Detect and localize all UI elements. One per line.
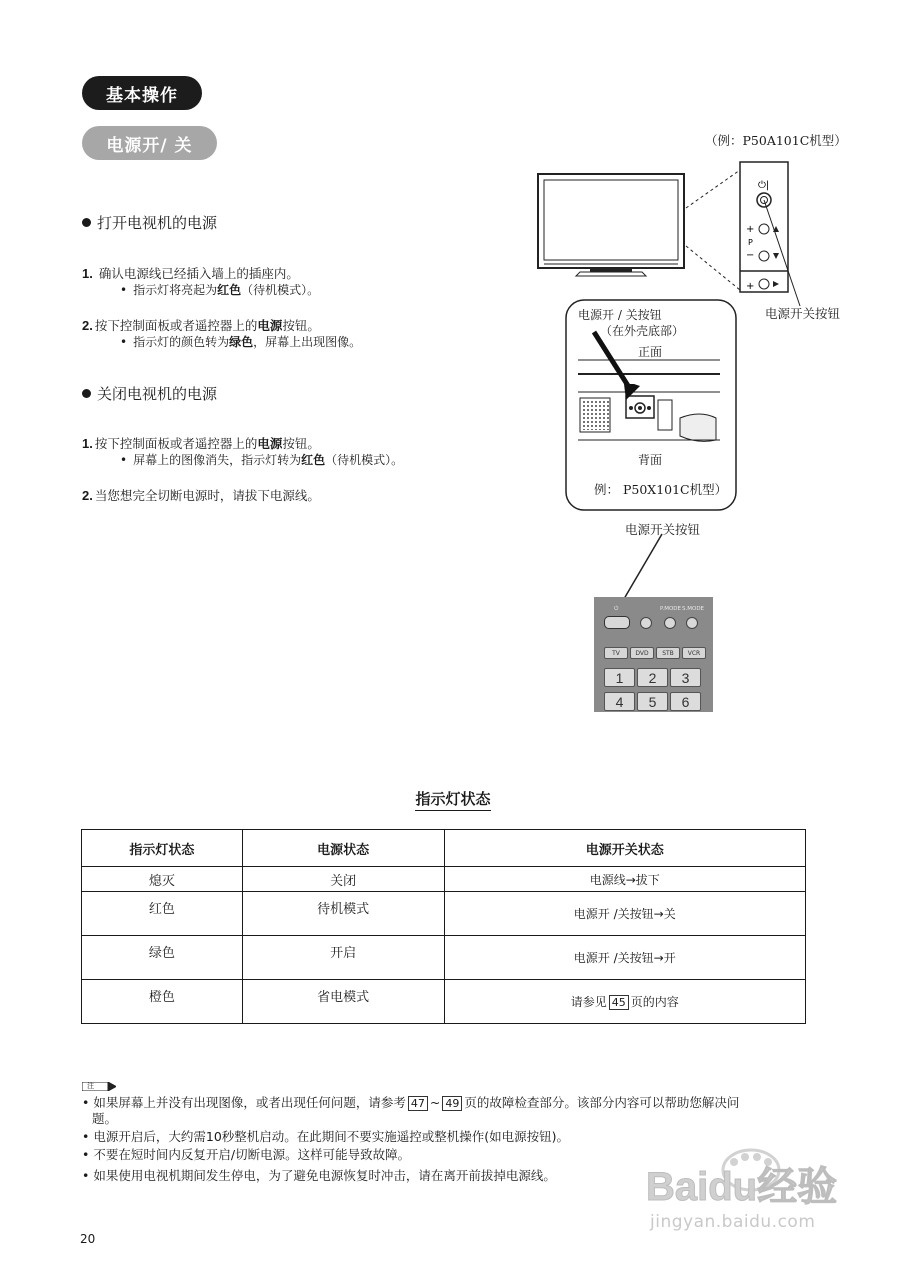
panel-plus: + <box>746 224 755 235</box>
table-title <box>0 788 906 809</box>
model-b-caption: 例： P50X101C机型） <box>594 482 728 497</box>
cell-indicator: 红色 <box>82 892 243 936</box>
note-text: 如果屏幕上并没有出现图像，或者出现任何问题，请参考 <box>93 1095 406 1110</box>
cell-text: 请参见 <box>570 995 607 1009</box>
cell-indicator: 熄灭 <box>82 867 243 892</box>
sub-text: ，屏幕上出现图像。 <box>253 335 362 349</box>
step-text: 确认电源线已经插入墙上的插座内。 <box>94 266 299 281</box>
remote-digit-4: 4 <box>604 692 635 711</box>
note-text: ~ <box>429 1095 441 1110</box>
page-reference: 45 <box>609 995 629 1010</box>
sub-text: 屏幕上的图像消失，指示灯转为 <box>133 453 302 467</box>
sub-bold: 绿色 <box>229 335 254 349</box>
table-row <box>82 867 806 892</box>
cell-power: 省电模式 <box>242 980 444 1024</box>
power-off-step-1-sub: • 屏幕上的图像消失，指示灯转为红色（待机模式）。 <box>120 453 404 467</box>
note-text: 如果使用电视机期间发生停电，为了避免电源恢复时冲击，请在离开前拔掉电源线。 <box>93 1168 556 1183</box>
remote-digit-3: 3 <box>670 668 701 687</box>
power-off-heading <box>82 383 217 404</box>
power-button-label-a: 电源开关按钮 <box>765 306 841 321</box>
power-off-step-2 <box>82 487 320 504</box>
cell-switch: 电源开 /关按钮→关 <box>444 892 806 936</box>
control-panel <box>740 162 788 292</box>
table-row <box>82 980 806 1024</box>
remote-input-button <box>640 617 652 629</box>
table-header-row <box>82 830 806 867</box>
remote-button-label: 电源开关按钮 <box>625 522 701 537</box>
power-on-step-1 <box>82 265 299 282</box>
remote-digit-5: 5 <box>637 692 668 711</box>
step-number: 1. <box>82 266 93 281</box>
cell-switch <box>444 980 806 1024</box>
back-label: 背面 <box>638 453 663 467</box>
cell-power: 关闭 <box>242 867 444 892</box>
detail-label-line1: 电源开 / 关按钮 <box>578 308 662 322</box>
note-2: • 电源开启后，大约需10秒整机启动。在此期间不要实施遥控或整机操作(如电源按钮)。 <box>82 1129 570 1144</box>
detail-label-line2: （在外壳底部） <box>600 324 685 338</box>
sub-text: （待机模式）。 <box>241 283 320 297</box>
power-off-heading-text: 关闭电视机的电源 <box>97 385 218 403</box>
power-on-step-2-sub: • 指示灯的颜色转为绿色，屏幕上出现图像。 <box>120 335 362 349</box>
svg-text:P: P <box>748 238 753 247</box>
cell-power: 开启 <box>242 936 444 980</box>
step-text: 按钮。 <box>282 436 320 451</box>
note-1: • 如果屏幕上并没有出现图像，或者出现任何问题，请参考 47 ~ 49 页的故障检查部分。该部分内容可以帮助您解决问 <box>82 1095 740 1110</box>
remote-pmode-label: P.MODE <box>660 606 681 612</box>
remote-vcr-button: VCR <box>682 647 706 659</box>
power-off-step-1 <box>82 435 320 452</box>
header-switch: 电源开关状态 <box>444 830 806 867</box>
remote-power-button <box>604 616 630 629</box>
bullet-dot <box>82 389 91 398</box>
note-tag-text: 注 <box>87 1082 94 1090</box>
power-on-heading <box>82 212 217 233</box>
section-title-basic-operation: 基本操作 <box>82 76 202 110</box>
step-text: 按钮。 <box>282 318 320 333</box>
remote-digit-6: 6 <box>670 692 701 711</box>
cell-indicator: 绿色 <box>82 936 243 980</box>
baidu-watermark-logo <box>646 1148 856 1206</box>
step-number: 2. <box>82 318 93 333</box>
remote-smode-button <box>686 617 698 629</box>
remote-smode-label: S.MODE <box>682 606 705 612</box>
step-text: 按下控制面板或者遥控器上的 <box>94 318 258 333</box>
table-row <box>82 892 806 936</box>
cell-indicator: 橙色 <box>82 980 243 1024</box>
remote-tv-button: TV <box>604 647 628 659</box>
tv-illustration <box>530 160 860 520</box>
header-power: 电源状态 <box>242 830 444 867</box>
svg-text:⏻|: ⏻| <box>758 180 770 191</box>
subsection-title-power: 电源开/ 关 <box>82 126 217 160</box>
baidu-watermark-text: Baidu经验 <box>646 1165 838 1206</box>
page-reference: 49 <box>442 1096 462 1111</box>
table-title-text: 指示灯状态 <box>415 790 490 811</box>
sub-text: 指示灯的颜色转为 <box>133 335 230 349</box>
remote-power-symbol: ⏻ <box>614 606 619 612</box>
cell-switch: 电源开 /关按钮→开 <box>444 936 806 980</box>
front-label: 正面 <box>638 345 663 359</box>
note-text: 页的故障检查部分。该部分内容可以帮助您解决问 <box>464 1095 740 1110</box>
model-a-caption: （例：P50A101C机型） <box>705 133 847 148</box>
remote-dvd-button: DVD <box>630 647 654 659</box>
power-on-step-1-sub: • 指示灯将亮起为红色（待机模式）。 <box>120 283 320 297</box>
step-text: 当您想完全切断电源时，请拔下电源线。 <box>94 488 320 503</box>
bullet-dot <box>82 218 91 227</box>
power-on-step-2 <box>82 317 320 334</box>
sub-bold: 红色 <box>217 283 242 297</box>
page-number: 20 <box>80 1232 96 1246</box>
note-3: • 不要在短时间内反复开启/切断电源。这样可能导致故障。 <box>82 1147 411 1162</box>
remote-digit-2: 2 <box>637 668 668 687</box>
sub-text: 指示灯将亮起为 <box>133 283 218 297</box>
step-number: 1. <box>82 436 93 451</box>
power-on-heading-text: 打开电视机的电源 <box>97 214 218 232</box>
cell-switch: 电源线→拔下 <box>444 867 806 892</box>
sub-bold: 红色 <box>301 453 326 467</box>
step-bold: 电源 <box>257 436 283 451</box>
table-row <box>82 936 806 980</box>
note-4: • 如果使用电视机期间发生停电，为了避免电源恢复时冲击，请在离开前拔掉电源线。 <box>82 1168 556 1183</box>
page-reference: 47 <box>408 1096 428 1111</box>
indicator-status-table <box>81 829 806 1024</box>
step-number: 2. <box>82 488 93 503</box>
step-bold: 电源 <box>257 318 283 333</box>
svg-text:−: − <box>746 250 755 261</box>
svg-text:+: + <box>746 281 755 292</box>
sub-text: （待机模式）。 <box>325 453 404 467</box>
tv-drawing <box>538 174 684 276</box>
remote-pmode-button <box>664 617 676 629</box>
remote-stb-button: STB <box>656 647 680 659</box>
cell-power: 待机模式 <box>242 892 444 936</box>
note-text: 不要在短时间内反复开启/切断电源。这样可能导致故障。 <box>93 1147 411 1162</box>
note-1-cont: 题。 <box>92 1111 118 1126</box>
remote-control-photo <box>594 597 713 712</box>
header-indicator: 指示灯状态 <box>82 830 243 867</box>
step-text: 按下控制面板或者遥控器上的 <box>94 436 258 451</box>
cell-text: 页的内容 <box>630 995 679 1009</box>
note-text: 电源开启后，大约需10秒整机启动。在此期间不要实施遥控或整机操作(如电源按钮)。 <box>93 1129 570 1144</box>
watermark-url: jingyan.baidu.com <box>650 1212 816 1232</box>
remote-digit-1: 1 <box>604 668 635 687</box>
